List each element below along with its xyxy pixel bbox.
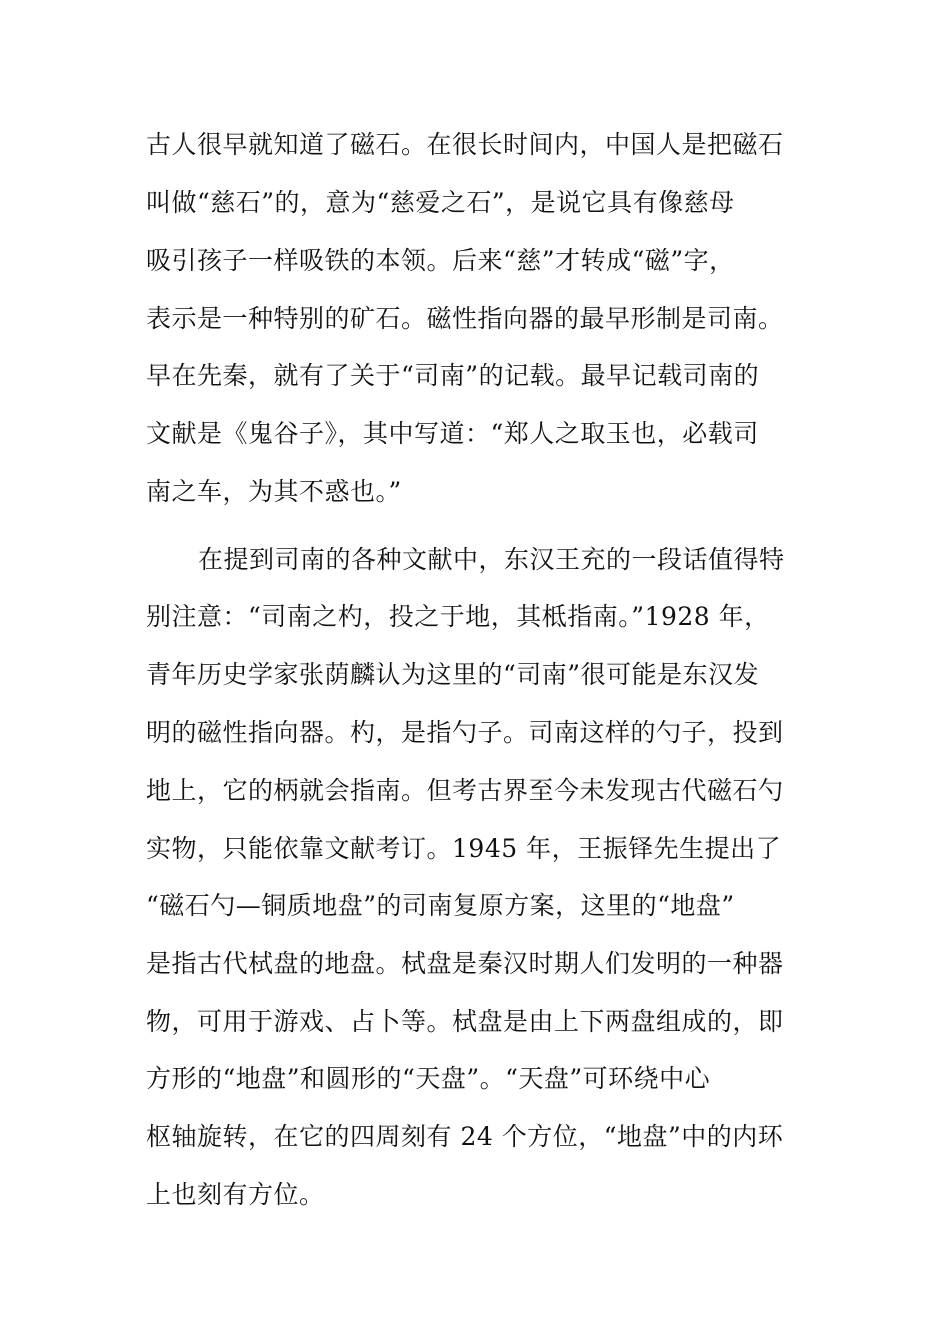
paragraph-2-line-4: 明的磁性指向器。杓，是指勺子。司南这样的勺子，投到 xyxy=(146,718,784,747)
paragraph-2-line-11: 枢轴旋转，在它的四周刻有 24 个方位，“地盘”中的内环 xyxy=(146,1122,784,1151)
paragraph-1-line-4: 表示是一种特别的矿石。磁性指向器的最早形制是司南。 xyxy=(146,304,784,333)
paragraph-1-line-2: 叫做“慈石”的，意为“慈爱之石”，是说它具有像慈母 xyxy=(146,188,735,217)
paragraph-2-line-10: 方形的“地盘”和圆形的“天盘”。“天盘”可环绕中心 xyxy=(146,1064,711,1093)
paragraph-2-line-6: 实物，只能依靠文献考订。1945 年，王振铎先生提出了 xyxy=(146,834,782,863)
paragraph-1-line-7: 南之车，为其不惑也。” xyxy=(146,477,402,506)
paragraph-1-line-5: 早在先秦，就有了关于“司南”的记载。最早记载司南的 xyxy=(146,361,760,390)
paragraph-1-line-1: 古人很早就知道了磁石。在很长时间内，中国人是把磁石 xyxy=(146,130,784,159)
paragraph-1-line-6: 文献是《鬼谷子》，其中写道：“郑人之取玉也，必载司 xyxy=(146,419,759,448)
paragraph-2-line-1: 在提到司南的各种文献中，东汉王充的一段话值得特 xyxy=(198,545,785,574)
paragraph-2-line-2: 别注意：“司南之杓，投之于地，其柢指南。”1928 年， xyxy=(146,602,770,631)
paragraph-2-line-12: 上也刻有方位。 xyxy=(146,1180,325,1209)
paragraph-2-line-9: 物，可用于游戏、占卜等。栻盘是由上下两盘组成的，即 xyxy=(146,1007,784,1036)
paragraph-2-line-5: 地上，它的柄就会指南。但考古界至今未发现古代磁石勺 xyxy=(146,776,784,805)
paragraph-2-line-7: “磁石勺—铜质地盘”的司南复原方案，这里的“地盘” xyxy=(146,891,735,920)
paragraph-2-line-8: 是指古代栻盘的地盘。栻盘是秦汉时期人们发明的一种器 xyxy=(146,949,784,978)
paragraph-1-line-3: 吸引孩子一样吸铁的本领。后来“慈”才转成“磁”字， xyxy=(146,246,735,275)
paragraph-2-line-3: 青年历史学家张荫麟认为这里的“司南”很可能是东汉发 xyxy=(146,660,760,689)
